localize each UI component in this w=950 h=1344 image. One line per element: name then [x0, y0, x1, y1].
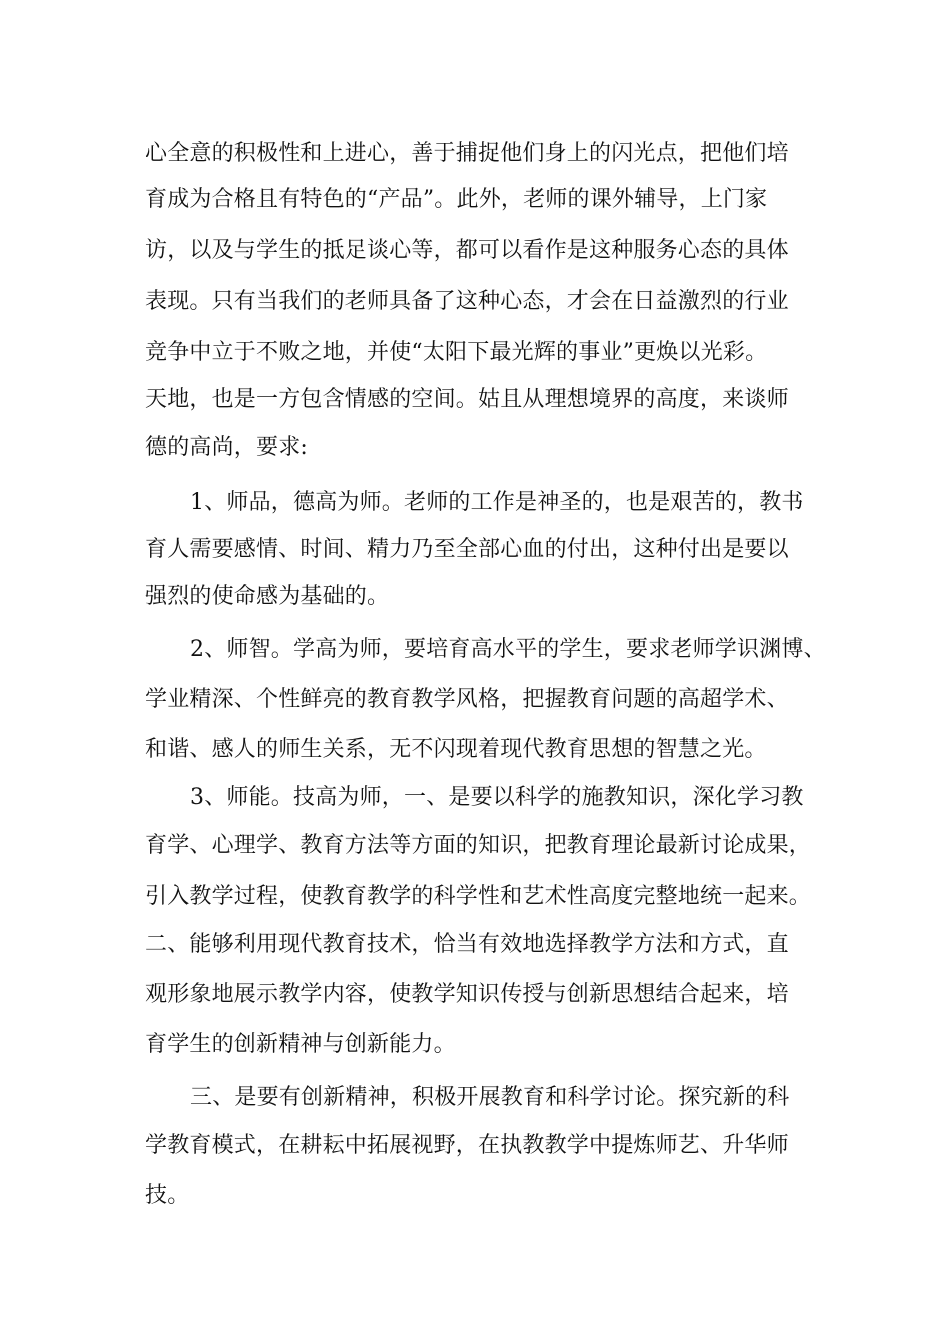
paragraph-4-line-1: 三、是要有创新精神，积极开展教育和科学讨论。探究新的科 — [190, 1085, 790, 1110]
paragraph-1-line-1: 1、师品，德高为师。老师的工作是神圣的，也是艰苦的，教书 — [190, 490, 804, 515]
paragraph-2-line-2: 学业精深、个性鲜亮的教育教学风格，把握教育问题的高超学术、 — [145, 687, 789, 712]
paragraph-1-line-2: 育人需要感情、时间、精力乃至全部心血的付出，这种付出是要以 — [145, 537, 789, 562]
text-line-6: 天地，也是一方包含情感的空间。姑且从理想境界的高度，来谈师 — [145, 387, 789, 412]
text-line-3: 访，以及与学生的抵足谈心等，都可以看作是这种服务心态的具体 — [145, 238, 789, 263]
paragraph-1-line-3: 强烈的使命感为基础的。 — [145, 584, 390, 609]
paragraph-3-line-6: 育学生的创新精神与创新能力。 — [145, 1032, 456, 1057]
paragraph-2-line-3: 和谐、感人的师生关系，无不闪现着现代教育思想的智慧之光。 — [145, 737, 767, 762]
paragraph-3-line-1: 3、师能。技高为师，一、是要以科学的施教知识，深化学习教 — [190, 785, 804, 810]
paragraph-4-line-2: 学教育模式，在耕耘中拓展视野，在执教教学中提炼师艺、升华师 — [145, 1133, 789, 1158]
text-line-1: 心全意的积极性和上进心，善于捕捉他们身上的闪光点，把他们培 — [145, 141, 789, 166]
paragraph-3-line-2: 育学、心理学、教育方法等方面的知识，把教育理论最新讨论成果， — [145, 833, 812, 858]
text-line-7: 德的高尚，要求: — [145, 435, 309, 460]
paragraph-2-line-1: 2、师智。学高为师，要培育高水平的学生，要求老师学识渊博、 — [190, 637, 826, 662]
paragraph-3-line-3: 引入教学过程，使教育教学的科学性和艺术性高度完整地统一起来。 — [145, 884, 812, 909]
paragraph-4-line-3: 技。 — [145, 1183, 190, 1208]
paragraph-3-line-4: 二、能够利用现代教育技术，恰当有效地选择教学方法和方式，直 — [145, 932, 789, 957]
text-line-4: 表现。只有当我们的老师具备了这种心态，才会在日益激烈的行业 — [145, 289, 789, 314]
paragraph-3-line-5: 观形象地展示教学内容，使教学知识传授与创新思想结合起来，培 — [145, 982, 789, 1007]
text-line-5: 竞争中立于不败之地，并使“太阳下最光辉的事业”更焕以光彩。 — [145, 340, 768, 365]
text-line-2: 育成为合格且有特色的“产品”。此外，老师的课外辅导，上门家 — [145, 187, 768, 212]
